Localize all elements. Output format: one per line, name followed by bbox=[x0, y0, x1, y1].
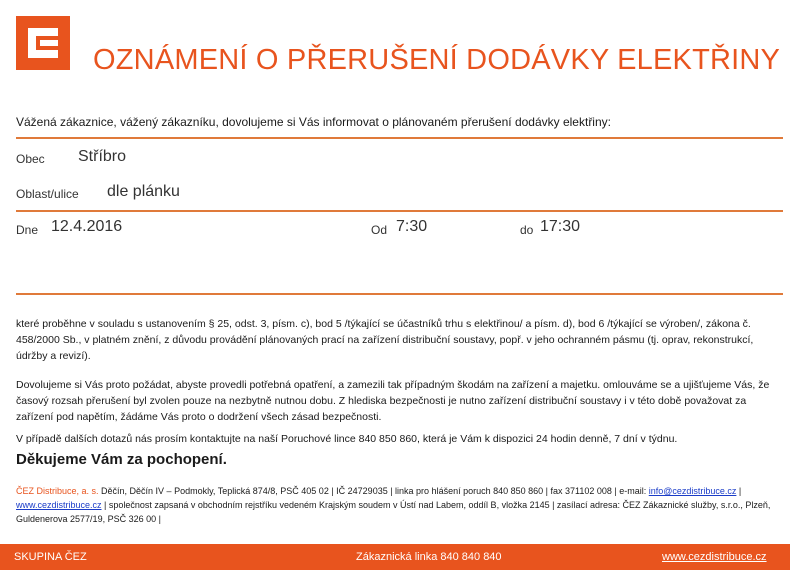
od-label: Od bbox=[371, 223, 388, 237]
paragraph-legal: které proběhne v souladu s ustanovením § 25, odst. 3, písm. c), bod 5 /týkající se účastníků trhu s elektřinou/ a písm. d), bod 6 /týkající se výroben/, zákona č. 458/2000 Sb., v platném znění, z důvodu provádění plánovaných prací na zařízení distribuční soustavy, popř. v jeho ochranném pásmu (tj. oprav, rekonstrukcí, údržby a revizí). bbox=[16, 318, 754, 362]
footer-hotline: Zákaznická linka 840 840 840 bbox=[356, 551, 502, 563]
footer-web-link[interactable]: www.cezdistribuce.cz bbox=[662, 551, 767, 563]
divider bbox=[16, 293, 783, 295]
divider bbox=[16, 137, 783, 139]
separator: | bbox=[736, 486, 742, 496]
company-name: ČEZ Distribuce, a. s. bbox=[16, 486, 99, 496]
thanks-text: Děkujeme Vám za pochopení. bbox=[16, 451, 227, 468]
do-value: 17:30 bbox=[540, 218, 581, 235]
obec-value: Stříbro bbox=[78, 148, 127, 165]
od-value: 7:30 bbox=[396, 218, 428, 235]
paragraph-contact: V případě dalších dotazů nás prosím kontaktujte na naší Poruchové lince 840 850 860, která je Vám k dispozici 24 hodin denně, 7 dní v týdnu. bbox=[16, 433, 678, 445]
email-link[interactable]: info@cezdistribuce.cz bbox=[648, 486, 737, 496]
dne-value: 12.4.2016 bbox=[51, 218, 123, 235]
dne-label: Dne bbox=[16, 223, 39, 237]
footer-group-name: SKUPINA ČEZ bbox=[14, 551, 87, 563]
cez-logo bbox=[16, 16, 70, 70]
web-link[interactable]: www.cezdistribuce.cz bbox=[16, 500, 102, 510]
obec-label: Obec bbox=[16, 152, 45, 166]
company-info bbox=[16, 484, 776, 526]
oblast-value: dle plánku bbox=[107, 183, 180, 200]
page-title: OZNÁMENÍ O PŘERUŠENÍ DODÁVKY ELEKTŘINY bbox=[93, 44, 781, 76]
company-address: Děčín, Děčín IV – Podmokly, Teplická 874/8, PSČ 405 02 | IČ 24729035 | linka pro hlášení poruch 840 850 860 | fax 371102 008 | e-mail: bbox=[98, 486, 649, 496]
company-register: | společnost zapsaná v obchodním rejstříku vedeném Krajským soudem v Ústí nad Labem, oddíl B, vložka 2145 | zasílací adresa: ČEZ Zákaznické služby, s.r.o., Plzeň, Guldenerova 2577/19, PSČ 326 00 | bbox=[16, 500, 771, 524]
divider bbox=[16, 210, 783, 212]
paragraph-request: Dovolujeme si Vás proto požádat, abyste provedli potřebná opatření, a zamezili tak případným škodám na zařízení a majetku. omlouváme se a ujišťujeme Vás, že časový rozsah přerušení byl zvolen pouze na nezbytně nutnou dobu. Z hlediska bezpečnosti je nutno zařízení distribuční soustavy i v této době považovat za zařízení pod napětím, žádáme Vás proto o dodržení všech zásad bezpečnosti. bbox=[16, 379, 770, 423]
oblast-label: Oblast/ulice bbox=[16, 187, 79, 201]
do-label: do bbox=[520, 223, 534, 237]
footer-bar bbox=[0, 544, 790, 570]
cez-logo-icon bbox=[16, 16, 70, 70]
greeting-text: Vážená zákaznice, vážený zákazníku, dovolujeme si Vás informovat o plánovaném přerušení dodávky elektřiny: bbox=[16, 115, 611, 129]
